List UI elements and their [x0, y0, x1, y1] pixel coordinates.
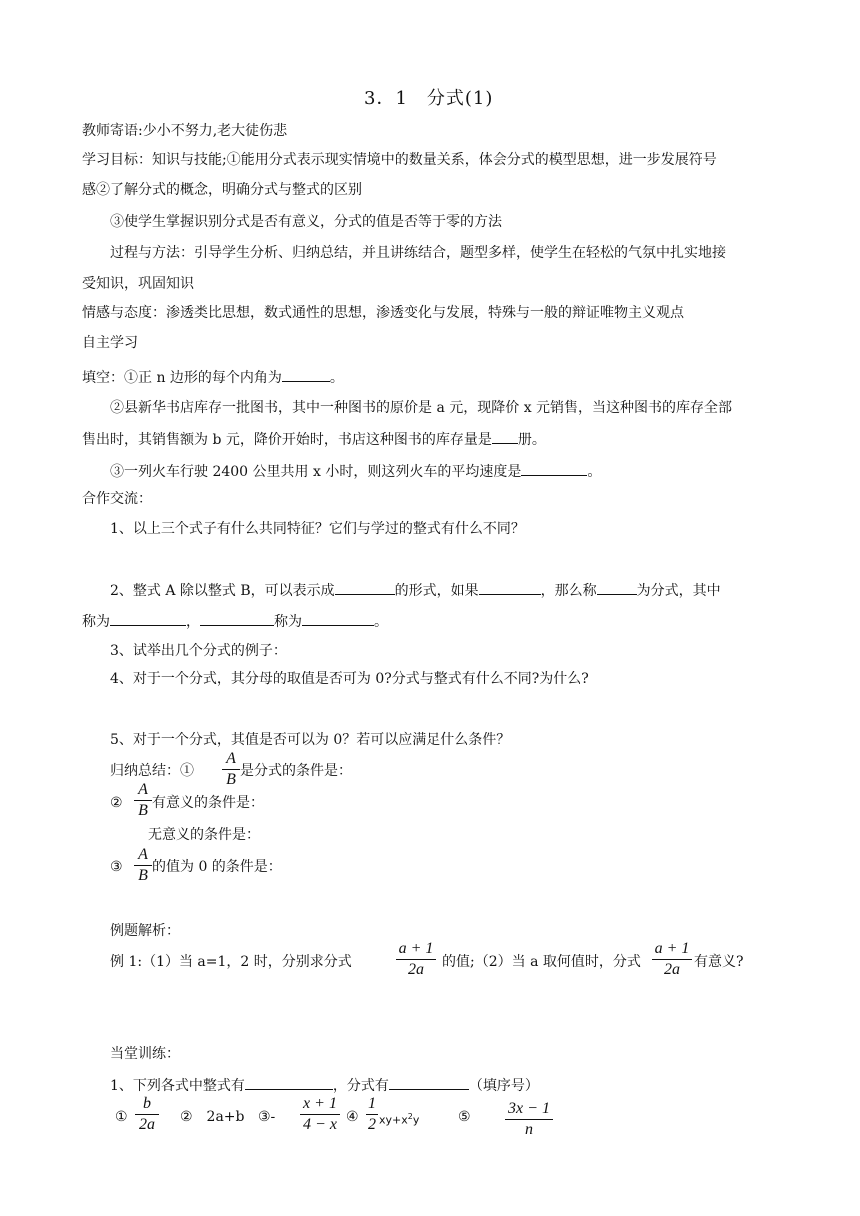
q2-text: 售出时，其销售额为 b 元，降价开始时，书店这种图书的库存量是: [82, 432, 492, 448]
fraction-numerator: a + 1: [654, 940, 690, 957]
summary-condition-2b: 无意义的条件是：: [148, 827, 260, 843]
item-3-num: ③-: [258, 1109, 276, 1125]
item-3-fraction: [300, 1095, 340, 1134]
goals-line-1: 学习目标：知识与技能;①能用分式表示现实情境中的数量关系，体会分式的模型思想，进一步发展符号: [82, 152, 717, 168]
cooperation-q2-line-1: [110, 580, 721, 600]
goals-line-5: 受知识，巩固知识: [82, 276, 194, 292]
q2-part-f: ，: [186, 614, 200, 630]
q2-answer-blank[interactable]: [492, 429, 518, 444]
fraction-numerator: A: [138, 846, 148, 863]
summary-fraction-3: [134, 846, 152, 885]
summary-condition-1: 是分式的条件是：: [240, 763, 352, 779]
cooperation-q1: 1、以上三个式子有什么共同特征？它们与学过的整式有什么不同？: [110, 521, 525, 537]
example-text-a: 例 1:（1）当 a=1，2 时，分别求分式: [110, 954, 352, 970]
practice-q1-b: ，分式有: [332, 1078, 389, 1094]
self-study-q1: [82, 367, 344, 387]
example-fraction-2: [652, 940, 692, 974]
fraction-denominator: 2a: [139, 1116, 155, 1133]
cooperation-q2-line-2: [82, 611, 388, 631]
q2-part-a: 2、整式 A 除以整式 B，可以表示成: [110, 583, 335, 599]
q2-part-e: 称为: [82, 614, 110, 630]
item-4-exponent: 2: [407, 1112, 413, 1121]
fraction-denominator: 2a: [664, 961, 680, 974]
item-4-fraction: [366, 1095, 378, 1134]
practice-blank-1[interactable]: [245, 1075, 333, 1090]
goals-line-3: ③使学生掌握识别分式是否有意义，分式的值是否等于零的方法: [110, 214, 502, 230]
self-study-heading: 自主学习: [82, 335, 138, 351]
q2-end: 册。: [517, 432, 546, 448]
fraction-denominator: 2: [368, 1116, 376, 1133]
q2-blank-2[interactable]: [479, 580, 541, 595]
fraction-denominator: B: [226, 771, 236, 788]
cooperation-q4: 4、对于一个分式，其分母的取值是否可为 0?分式与整式有什么不同?为什么?: [110, 671, 589, 687]
fraction-numerator: 3x − 1: [508, 1100, 550, 1117]
summary-lead: 归纳总结：①: [110, 763, 194, 779]
q2-part-h: 。: [374, 614, 388, 630]
practice-q1-a: 1、下列各式中整式有: [110, 1078, 245, 1094]
q2-blank-3[interactable]: [597, 580, 637, 595]
item-1-num: ①: [115, 1109, 128, 1125]
practice-q1: [110, 1075, 539, 1095]
q1-text: 填空：①正 n 边形的每个内角为: [82, 370, 282, 386]
cooperation-heading: 合作交流：: [82, 491, 152, 507]
q1-end: 。: [329, 370, 344, 386]
summary-num-3: ③: [110, 859, 123, 875]
example-fraction-1: [396, 940, 436, 979]
fraction-numerator: b: [143, 1095, 151, 1112]
item-4-rest: [379, 1108, 419, 1130]
item-4-text: xy+x: [379, 1113, 408, 1127]
item-5-fraction: [505, 1100, 553, 1139]
summary-condition-3: 的值为 0 的条件是：: [152, 859, 282, 875]
fraction-numerator: 1: [368, 1095, 376, 1112]
fraction-numerator: x + 1: [303, 1095, 337, 1112]
self-study-q2-line-1: ②县新华书店库存一批图书，其中一种图书的原价是 a 元，现降价 x 元销售，当这种图书的库存全部: [110, 400, 733, 416]
practice-blank-2[interactable]: [389, 1075, 469, 1090]
q2-blank-4[interactable]: [110, 611, 186, 626]
practice-q1-c: （填序号）: [468, 1078, 539, 1094]
fraction-denominator: B: [138, 867, 148, 884]
goals-line-4: 过程与方法：引导学生分析、归纳总结，并且讲练结合，题型多样，使学生在轻松的气氛中扎实地接: [110, 245, 726, 261]
item-1-fraction: [135, 1095, 159, 1134]
q2-part-g: 称为: [274, 614, 302, 630]
fraction-numerator: a + 1: [398, 940, 434, 957]
fraction-numerator: A: [226, 750, 236, 767]
q2-part-d: 为分式，其中: [636, 583, 721, 599]
q1-answer-blank[interactable]: [282, 367, 330, 382]
q2-blank-1[interactable]: [335, 580, 395, 595]
summary-condition-2: 有意义的条件是：: [152, 795, 264, 811]
item-4-tail: y: [412, 1113, 420, 1127]
summary-num-2: ②: [110, 795, 123, 811]
fraction-numerator: A: [138, 781, 148, 798]
summary-fraction-2: [134, 781, 152, 820]
self-study-q3: [110, 461, 601, 481]
fraction-denominator: 4 − x: [303, 1116, 337, 1133]
q3-end: 。: [587, 464, 602, 480]
q2-blank-6[interactable]: [302, 611, 374, 626]
q3-text: ③一列火车行驶 2400 公里共用 x 小时，则这列火车的平均速度是: [110, 464, 522, 480]
item-4-num: ④: [346, 1109, 359, 1125]
page-title: 3．1 分式(1): [364, 88, 494, 109]
summary-fraction-1: [222, 750, 240, 789]
fraction-denominator: 2a: [408, 961, 424, 978]
cooperation-q3: 3、试举出几个分式的例子：: [110, 643, 287, 659]
example-heading: 例题解析：: [110, 923, 180, 939]
self-study-q2-line-2: [82, 429, 546, 449]
fraction-denominator: B: [138, 802, 148, 819]
example-text-c: 有意义?: [694, 954, 744, 970]
q2-part-b: 的形式，如果: [394, 583, 479, 599]
goals-line-2: 感②了解分式的概念，明确分式与整式的区别: [82, 182, 362, 198]
example-text-b: 的值;（2）当 a 取何值时，分式: [442, 954, 641, 970]
item-2: ② 2a+b: [180, 1109, 245, 1125]
fraction-denominator: n: [525, 1121, 533, 1138]
item-5-num: ⑤: [458, 1109, 471, 1125]
q2-part-c: ，那么称: [540, 583, 597, 599]
q2-blank-5[interactable]: [200, 611, 274, 626]
cooperation-q5: 5、对于一个分式，其值是否可以为 0？若可以应满足什么条件？: [110, 732, 511, 748]
practice-heading: 当堂训练：: [110, 1046, 180, 1062]
goals-line-6: 情感与态度：渗透类比思想，数式通性的思想，渗透变化与发展，特殊与一般的辩证唯物主义观点: [82, 305, 684, 321]
teacher-motto: 教师寄语:少小不努力,老大徒伤悲: [82, 123, 288, 139]
q3-answer-blank[interactable]: [521, 461, 587, 476]
